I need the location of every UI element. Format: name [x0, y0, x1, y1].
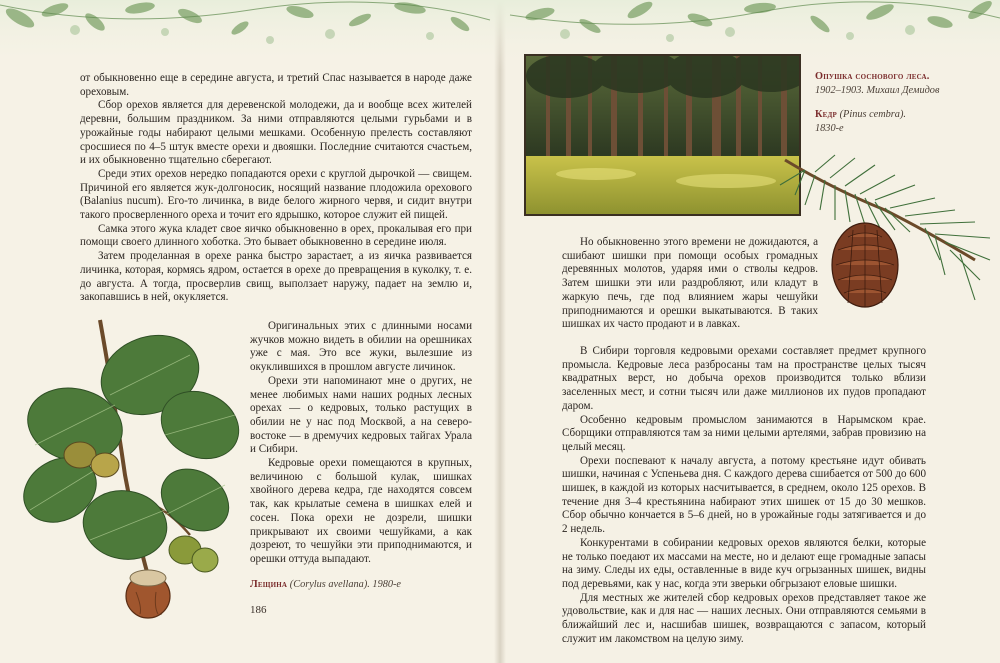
painting-caption — [815, 70, 995, 98]
paragraph: Оригинальных этих с длинными носами жучков можно видеть в обилии на орешниках уже с мая. Это все жуки, вылезшие из окуклившихся в прошлом августе личинок. — [250, 320, 472, 374]
right-text-wide — [562, 345, 926, 646]
foliage-border — [0, 0, 1000, 70]
paragraph: Особенно кедровым промыслом занимаются в Нарымском крае. Сборщики отправляются там за ними целыми артелями, забрав провизию на целый месяц. — [562, 413, 926, 453]
paragraph: Орехи поспевают к началу августа, а потому крестьяне идут обивать шишки, начиная с Успеньева дня. С каждого дерева сшибается от 500 до 600 шишек, в каждой из которых насчитывается, в среднем, около 125 орехов. В течение дня 3–4 крестьянина набирают этих шишек от 15 до 30 мешков. Сбор обычно кончается в 5–6 дней, но в урожайные годы затягивается и до 2 недель. — [562, 454, 926, 536]
paragraph: Конкурентами в собирании кедровых орехов являются белки, которые не только поедают их массами на месте, но и делают еще громадные запасы на зиму. Следы их еды, оставленные в виде куч огрызанных шишек, видны под деревьями, как у нас, когда эти зверьки обгрызают еловые шишки. — [562, 536, 926, 590]
caption-latin: (Corylus avellana) — [289, 579, 368, 590]
paragraph: Кедровые орехи помещаются в крупных, величиною с большой кулак, шишках хвойного дерева кедра, где находятся совсем так, как крылатые семена в шишках елей и сосен. Пока орехи не дозрели, шишки прикрывают их своими чешуйками, а как дозреют, то чешуйки эти приподнимаются, и орешки оттуда выпадают. — [250, 457, 472, 565]
right-text-narrow — [562, 236, 818, 332]
forest-painting — [524, 54, 801, 216]
left-text-top — [80, 72, 472, 305]
hazelnut-illustration — [118, 562, 178, 622]
caption-year: . 1980-е — [367, 579, 402, 590]
caption-title: Кедр — [815, 109, 838, 120]
paragraph: от обыкновенно еще в середине августа, и третий Спас называется в народе даже ореховым. — [80, 72, 472, 98]
left-text-side — [250, 320, 472, 567]
paragraph: Самка этого жука кладет свое яичко обыкновенно в орех, прокалывая его при помощи своего длинного хоботка. Это бывает обыкновенно в середине июля. — [80, 222, 472, 249]
paragraph: Сбор орехов является для деревенской молодежи, да и вообще всех жителей деревни, большим праздником. За ними отправляются целыми гурьбами и в урожайные годы набирают целыми мешками. Особенную прелесть составляют сросшиеся по 4–5 штук вместе орехи и двояшки. Последние считаются счастьем, и их обыкновенно тщательно сберегают. — [80, 99, 472, 167]
caption-title: Опушка соснового леса. — [815, 71, 930, 82]
hazel-caption — [250, 578, 401, 592]
paragraph: Затем проделанная в орехе ранка быстро зарастает, а из яичка развивается личинка, которая, кормясь ядром, остается в орехе до превращения в куколку, т. е. до августа. А тогда, просверлив свищ, выползает наружу, падает на землю и, закопавшись в ней, окукляется. — [80, 250, 472, 304]
caption-sub: 1830-е — [815, 123, 844, 134]
pine-cone-illustration — [828, 215, 903, 310]
paragraph: Орехи эти напоминают мне о других, не менее любимых нами наших родных лесных орехах — о кедровых, только растущих в обилии не у нас под Москвой, а на северо-востоке — в дремучих кедровых тайгах Урала и Сибири. — [250, 374, 472, 456]
paragraph: Среди этих орехов нередко попадаются орехи с круглой дырочкой — свищем. Причиной его является жук-долгоносик, носящий название плодожила орехового (Balanius nucum). Его-то личинка, в виде белого жирного червя, и сидит внутри такого просверленного ореха и точит его ядрышко, которое служит ей пищей. — [80, 167, 472, 222]
caption-sub: 1902–1903. Михаил Демидов — [815, 85, 940, 96]
paragraph: В Сибири торговля кедровыми орехами составляет предмет крупного промысла. Кедровые леса разбросаны там на пространстве целых тысяч квадратных верст, но добыча орехов производится только вблизи заселенных мест, и сотни тысяч или даже миллионов их пудов пропадают даром. — [562, 345, 926, 412]
book-gutter — [494, 0, 506, 663]
caption-latin: (Pinus cembra) — [839, 109, 904, 120]
paragraph: Но обыкновенно этого времени не дожидаются, а сшибают шишки при помощи особых громадных деревянных молотов, ударяя ими о стволы кедров. Затем шишки эти или раздробляют, или кладут в жаркую печь, где под влиянием жары чешуйки приподнимаются и орешки выкатываются. В таких шишках их часто продают и в лавках. — [562, 236, 818, 331]
page-number: 186 — [250, 604, 267, 616]
paragraph: Для местных же жителей сбор кедровых орехов представляет такое же удовольствие, как и для нас — наших лесных. Они отправляются семьями в ближайший лес и, насшибав шишек, возвращаются с запасом, который служит им лакомством на целую зиму. — [562, 591, 926, 645]
cedar-caption: Кедр (Pinus cembra). 1830-е — [815, 108, 995, 136]
caption-title: Лещина — [250, 579, 288, 590]
